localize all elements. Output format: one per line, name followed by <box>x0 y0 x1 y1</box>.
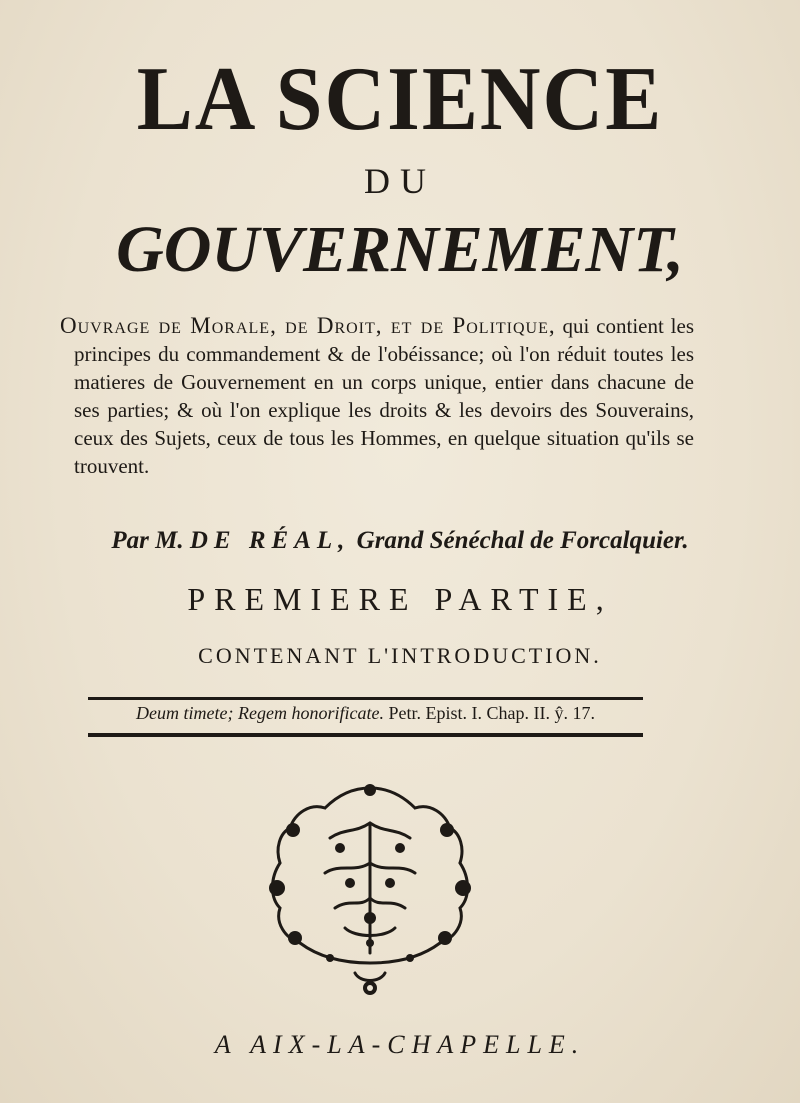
title-line-2: DU <box>364 161 436 201</box>
subtitle-lead: Ouvrage de Morale, de Droit, et de Politique, <box>60 313 556 338</box>
part-heading: PREMIERE PARTIE, <box>187 581 613 617</box>
subtitle-text: qui contient les principes du commandement & de l'obéissance; où l'on réduit toutes les matieres de Gouvernement en un corps unique, entier dans chacune de ses parties; & où l'on explique les droits & les devoirs des Souverains, ceux des Sujets, ceux de tous les Hommes, en quelque situation qu'ils se trouvent. <box>74 314 695 478</box>
epigraph-latin: Deum timete; Regem honorificate. <box>136 703 384 723</box>
subtitle-block <box>60 312 695 480</box>
author-name: DE RÉAL, <box>189 527 351 554</box>
author-prefix: Par M. <box>111 527 184 554</box>
title-line-1: LA SCIENCE <box>136 49 664 150</box>
title-line-3: GOUVERNEMENT, <box>116 213 684 286</box>
contents-heading: CONTENANT L'INTRODUCTION. <box>198 643 602 668</box>
author-title: Grand Sénéchal de Forcalquier. <box>356 527 689 554</box>
imprint-line: A AIX-LA-CHAPELLE. <box>214 1030 586 1059</box>
epigraph-citation: Petr. Epist. I. Chap. II. ŷ. 17. <box>388 703 595 723</box>
author-line <box>0 527 800 555</box>
top-rule <box>88 697 643 700</box>
epigraph <box>88 703 643 724</box>
floral-vignette-icon <box>255 778 485 998</box>
bottom-rule <box>88 733 643 737</box>
